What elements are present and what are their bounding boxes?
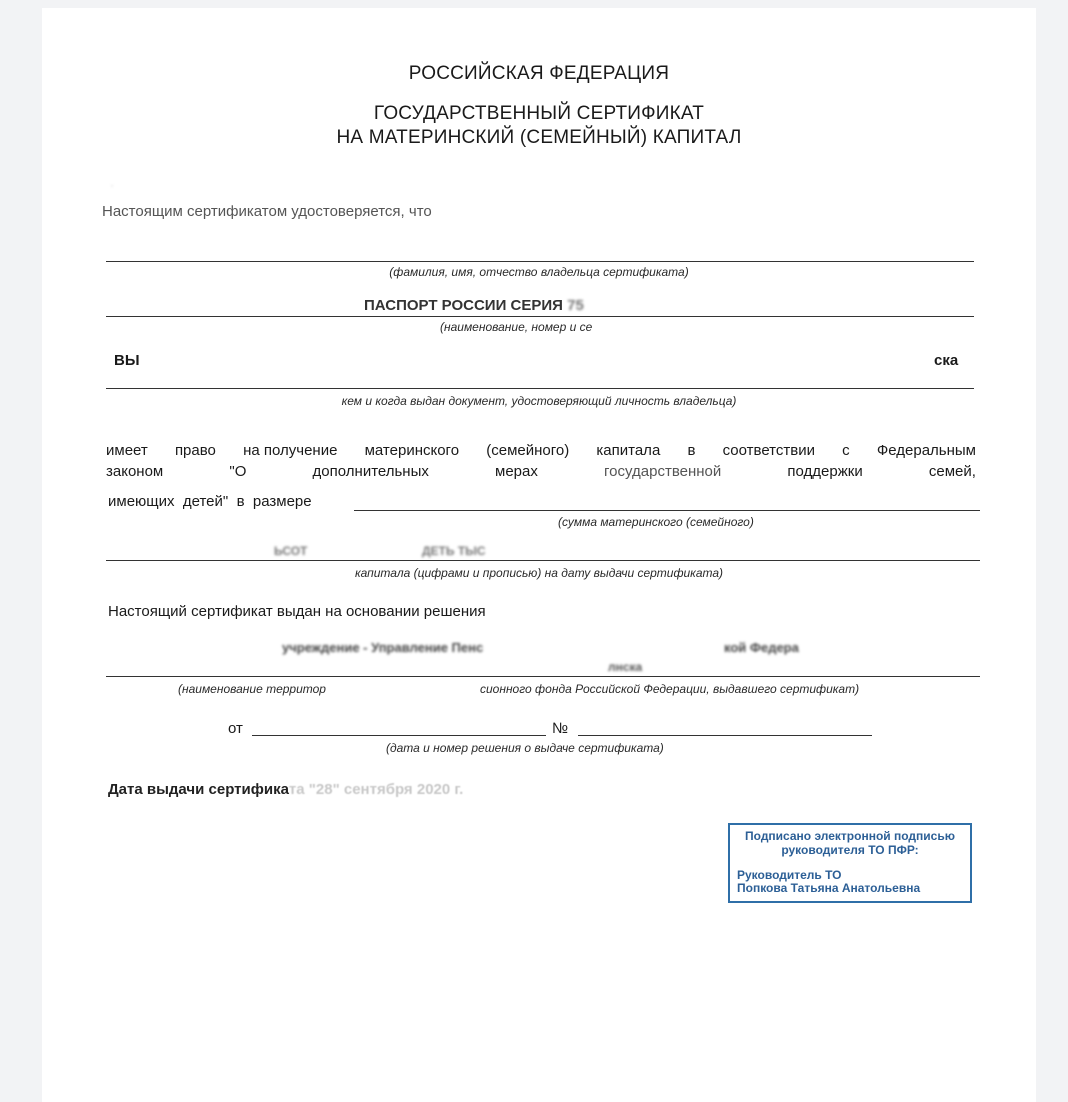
word: имеющих xyxy=(108,493,175,510)
issuer-name-partial-3: лнска xyxy=(608,660,643,674)
document-caption: (наименование, номер и се xyxy=(440,320,593,334)
word: соответствии xyxy=(722,442,815,459)
right-text-line2 xyxy=(106,463,976,480)
basis-text: Настоящий сертификат выдан на основании решения xyxy=(108,603,486,620)
issued-by-start: ВЫ xyxy=(114,352,140,369)
right-text-line1 xyxy=(106,442,976,459)
word: право xyxy=(174,442,216,459)
amount-caption-2: капитала (цифрами и прописью) на дату выдачи сертификата) xyxy=(354,566,724,580)
issued-by-end: ска xyxy=(934,352,959,369)
word: поддержки xyxy=(787,463,863,480)
passport-label xyxy=(364,297,584,314)
word: государственной xyxy=(604,463,722,480)
issuer-caption-a: (наименование территор xyxy=(178,682,326,696)
intro-text: Настоящим сертификатом удостоверяется, что xyxy=(102,203,432,220)
word: имеет xyxy=(106,442,148,459)
amount-line xyxy=(354,510,980,511)
issuer-name-partial-2: кой Федера xyxy=(724,640,799,655)
stamp-line-4: Попкова Татьяна Анатольевна xyxy=(737,881,921,895)
word: с xyxy=(842,442,850,459)
decision-date-line xyxy=(252,735,546,736)
decision-number-line xyxy=(578,735,872,736)
decision-number-label: № xyxy=(552,720,569,737)
right-text-line3 xyxy=(108,493,312,510)
issue-date-label: Дата выдачи сертифика xyxy=(108,781,289,798)
decision-caption: (дата и номер решения о выдаче сертификата) xyxy=(386,741,664,755)
issuer-line xyxy=(106,676,980,677)
redacted-smudge: · xyxy=(110,178,114,192)
owner-name-caption: (фамилия, имя, отчество владельца сертификата) xyxy=(389,265,689,279)
word: дополнительных xyxy=(312,463,429,480)
word: капитала xyxy=(596,442,661,459)
amount-value-line xyxy=(106,560,980,561)
word: материнского xyxy=(364,442,460,459)
word: мерах xyxy=(495,463,538,480)
word: размере xyxy=(252,493,312,510)
word: (семейного) xyxy=(486,442,570,459)
electronic-signature-stamp xyxy=(728,823,972,903)
issuer-name-partial-1: учреждение - Управление Пенс xyxy=(282,640,484,655)
word: детей" xyxy=(182,493,229,510)
amount-partial-b: ДЕТЬ ТЫС xyxy=(422,544,486,558)
document-line xyxy=(106,316,974,317)
decision-from-label: от xyxy=(228,720,243,737)
issued-by-line xyxy=(106,388,974,389)
word: в xyxy=(687,442,696,459)
stamp-line-1: Подписано электронной подписью xyxy=(745,829,955,843)
owner-name-line xyxy=(106,261,974,262)
issue-date xyxy=(108,781,463,798)
passport-type: ПАСПОРТ РОССИИ СЕРИЯ xyxy=(364,297,563,314)
amount-caption-1: (сумма материнского (семейного) xyxy=(558,515,754,529)
word: Федеральным xyxy=(876,442,976,459)
certificate-title-line1: ГОСУДАРСТВЕННЫЙ СЕРТИФИКАТ xyxy=(373,103,705,124)
stamp-line-2: руководителя ТО ПФР: xyxy=(781,843,919,857)
word: законом xyxy=(106,463,164,480)
word: на получение xyxy=(243,442,338,459)
issuer-caption-b: сионного фонда Российской Федерации, выдавшего сертификат) xyxy=(480,682,860,696)
country-heading: РОССИЙСКАЯ ФЕДЕРАЦИЯ xyxy=(408,63,670,84)
stamp-line-3: Руководитель ТО xyxy=(737,868,842,882)
issued-by-caption: кем и когда выдан документ, удостоверяющий личность владельца) xyxy=(341,394,737,408)
issue-date-value: та "28" сентября 2020 г. xyxy=(288,781,464,798)
amount-partial-a: ЬСОТ xyxy=(274,544,308,558)
certificate-page xyxy=(42,8,1036,1102)
word: "О xyxy=(229,463,247,480)
passport-series-partial: 75 xyxy=(567,297,584,314)
word: в xyxy=(236,493,245,510)
certificate-title-line2: НА МАТЕРИНСКИЙ (СЕМЕЙНЫЙ) КАПИТАЛ xyxy=(336,127,742,148)
word: семей, xyxy=(928,463,976,480)
